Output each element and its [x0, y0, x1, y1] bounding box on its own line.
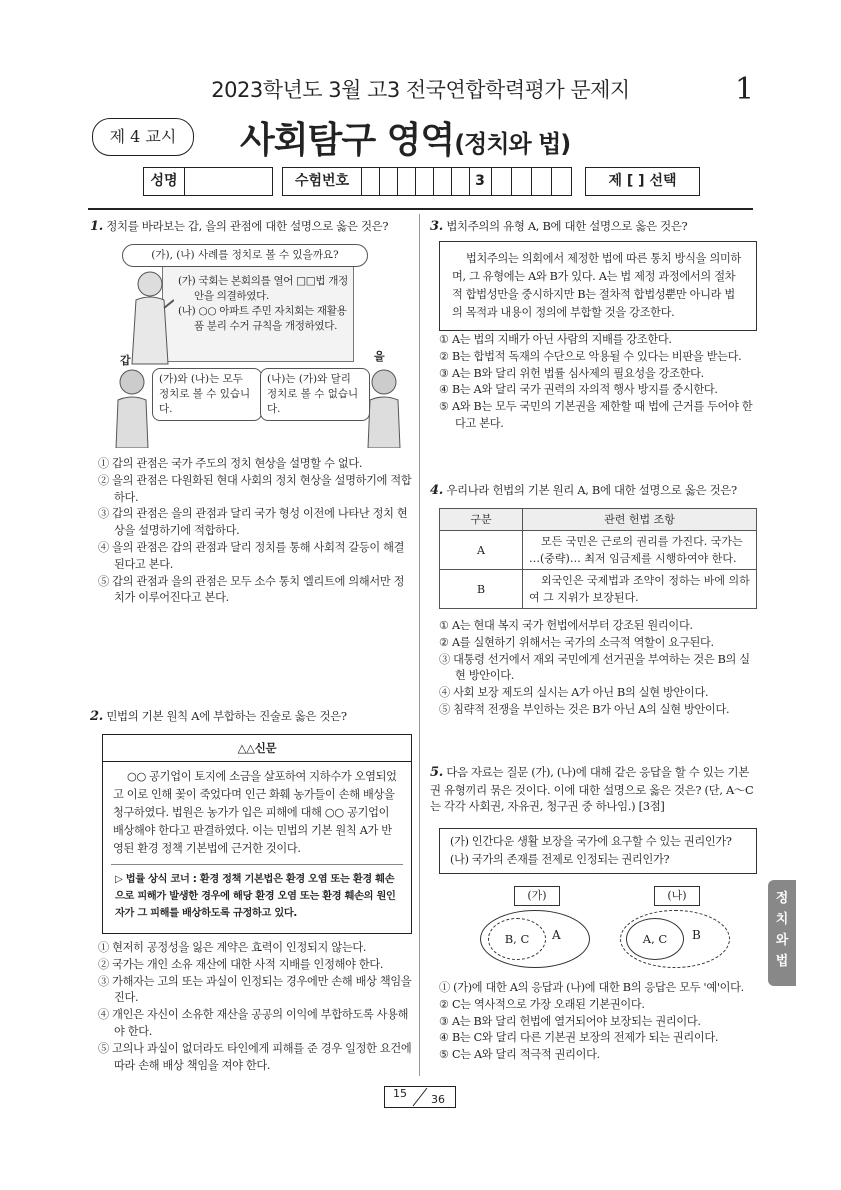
exam-number-label: 수험번호 [283, 168, 362, 195]
name-field[interactable] [143, 167, 273, 196]
subject-sub: (정치와 법) [454, 130, 571, 158]
teacher-bubble: (가), (나) 사례를 정치로 볼 수 있을까요? [122, 244, 368, 267]
page-total: 36 [431, 1093, 445, 1106]
table-row [440, 570, 757, 609]
page-current: 15 [393, 1087, 407, 1100]
q1-stem [90, 218, 410, 236]
name-label: 성명 [144, 168, 185, 195]
teacher-figure [126, 264, 174, 374]
q2-stem-text: 민법의 기본 원칙 A에 부합하는 진술로 옳은 것은? [106, 709, 347, 723]
q4-row-a-text: 모든 국민은 근로의 권리를 가진다. 국가는 …(중략)… 최저 임금제를 시행하여야 한다. [523, 531, 757, 570]
diagram-a-inner-ellipse: B, C [488, 918, 546, 960]
board-case-b: (나) ○○ 아파트 주민 자치회는 재활용품 분리 수거 규칙을 개정하였다. [178, 305, 347, 332]
q4-number: 4. [430, 483, 443, 498]
q5-options [439, 980, 759, 1064]
q4-row-a-label: A [440, 531, 523, 570]
q5-question-box [439, 828, 757, 874]
q3-option-2[interactable]: ② B는 합법적 독재의 수단으로 악용될 수 있다는 비판을 받는다. [439, 349, 742, 363]
subject-main: 사회탐구 영역 [240, 120, 455, 161]
q5-question-a: (가) 인간다운 생활 보장을 국가에 요구할 수 있는 권리인가? [450, 835, 732, 848]
q5-option-2[interactable]: ② C는 역사적으로 가장 오래된 기본권이다. [439, 997, 645, 1011]
q4-option-1[interactable]: ① A는 현대 복지 국가 헌법에서부터 강조된 원리이다. [439, 619, 693, 632]
q5-number: 5. [430, 765, 443, 780]
student-b-figure [364, 360, 404, 448]
q3-number: 3. [430, 219, 443, 234]
diagram-a-outer-item: A [552, 928, 561, 942]
q3-option-5[interactable]: ⑤ A와 B는 모두 국민의 기본권을 제한할 때 법에 근거를 두어야 한다고 본다. [439, 400, 753, 430]
q1-number: 1. [90, 219, 103, 234]
q5-question-b: (나) 국가의 존재를 전제로 인정되는 권리인가? [450, 853, 670, 866]
period-badge: 제 4 교시 [92, 118, 194, 156]
student-a-bubble: (가)와 (나)는 모두 정치로 볼 수 있습니다. [152, 368, 262, 421]
q2-stem [90, 708, 410, 726]
board-text [178, 274, 350, 334]
q1-option-1[interactable]: ① 갑의 관점은 국가 주도의 정치 현상을 설명할 수 없다. [98, 457, 363, 470]
subject-title [240, 112, 570, 163]
q2-option-2[interactable]: ② 국가는 개인 소유 재산에 대한 사적 지배를 인정해야 한다. [98, 957, 384, 971]
q2-options [98, 940, 412, 1074]
exam-number-digit: 3 [469, 168, 492, 195]
diagram-b-label: (나) [654, 886, 700, 906]
q4-option-3[interactable]: ③ 대통령 선거에서 재외 국민에게 선거권을 부여하는 것은 B의 실현 방안이다. [439, 652, 750, 683]
q4-header-article: 관련 헌법 조항 [523, 509, 757, 531]
q1-options [98, 456, 412, 607]
table-row [440, 531, 757, 570]
exam-title: 2023학년도 3월 고3 전국연합학력평가 문제지 [211, 78, 630, 102]
q5-option-5[interactable]: ⑤ C는 A와 달리 적극적 권리이다. [439, 1048, 600, 1062]
q4-row-b-text: 외국인은 국제법과 조약이 정하는 바에 의하여 그 지위가 보장된다. [523, 570, 757, 609]
student-b-label: 을 [374, 350, 385, 363]
diagram-b-inner-ellipse: A, C [626, 918, 684, 960]
q5-stem-text: 다음 자료는 질문 (가), (나)에 대해 같은 응답을 할 수 있는 기본권 유형끼리 묶은 것이다. 이에 대한 설명으로 옳은 것은? (단, A～C는 각각 사회권, 자유권, 청구권 중 하나임.) [3점] [430, 765, 754, 813]
q2-option-1[interactable]: ① 현저히 공정성을 잃은 계약은 효력이 인정되지 않는다. [98, 941, 367, 954]
q3-stem [430, 218, 760, 236]
choice-field[interactable] [585, 167, 700, 196]
q2-option-4[interactable]: ④ 개인은 자신이 소유한 재산을 공공의 이익에 부합하도록 사용해야 한다. [98, 1008, 409, 1038]
page-number: 1 [735, 72, 755, 107]
page-counter [384, 1086, 456, 1108]
q3-options [439, 332, 759, 433]
q5-diagram [480, 884, 730, 972]
diagram-b-outer-item: B [692, 928, 701, 942]
q4-option-5[interactable]: ⑤ 침략적 전쟁을 부인하는 것은 B가 아닌 A의 실현 방안이다. [439, 702, 730, 716]
q3-stem-text: 법치주의의 유형 A, B에 대한 설명으로 옳은 것은? [446, 219, 688, 233]
student-b-bubble: (나)는 (가)와 달리 정치로 볼 수 없습니다. [260, 368, 370, 421]
q4-table [439, 508, 757, 609]
student-a-figure [112, 360, 152, 448]
subject-side-tab [768, 880, 796, 986]
q4-table-header [440, 509, 757, 531]
news-note: ▷ 법률 상식 코너 : 환경 정책 기본법은 환경 오염 또는 환경 훼손으로 피해가 발생한 경우에 해당 환경 오염 또는 환경 훼손의 원인자가 그 피해를 배상하도록 규정하고 있다. [111, 864, 403, 922]
q2-news-box [102, 734, 412, 934]
q4-option-4[interactable]: ④ 사회 보장 제도의 실시는 A가 아닌 B의 실현 방안이다. [439, 686, 709, 700]
news-title: △△신문 [103, 735, 411, 762]
q1-option-2[interactable]: ② 을의 관점은 다원화된 현대 사회의 정치 현상을 설명하기에 적합하다. [98, 473, 412, 504]
choice-label: 제 [ ] 선택 [608, 173, 677, 189]
column-divider [419, 214, 420, 1076]
q1-stem-text: 정치를 바라보는 갑, 을의 관점에 대한 설명으로 옳은 것은? [106, 219, 389, 233]
exam-number-field[interactable] [282, 167, 572, 196]
student-a-label: 갑 [120, 354, 131, 367]
q4-row-b-label: B [440, 570, 523, 609]
q4-header-category: 구분 [440, 509, 523, 531]
q4-options [439, 618, 759, 719]
q3-option-1[interactable]: ① A는 법의 지배가 아닌 사람의 지배를 강조한다. [439, 333, 672, 346]
q2-number: 2. [90, 709, 103, 724]
q4-stem [430, 482, 760, 500]
q4-stem-text: 우리나라 헌법의 기본 원리 A, B에 대한 설명으로 옳은 것은? [446, 483, 737, 497]
q3-box: 법치주의는 의회에서 제정한 법에 따른 통치 방식을 의미하며, 그 유형에는 A와 B가 있다. A는 법 제정 과정에서의 절차적 합법성만을 중시하지만 B는 절차적 합법성뿐만 아니라 법의 목적과 내용이 정의에 부합할 것을 강조한다. [439, 241, 757, 331]
diagram-a-label: (가) [514, 886, 560, 906]
q1-option-4[interactable]: ④ 을의 관점은 갑의 관점과 달리 정치를 통해 사회적 갈등이 해결된다고 본다. [98, 540, 405, 571]
q5-option-4[interactable]: ④ B는 C와 달리 다른 기본권 보장의 전제가 되는 권리이다. [439, 1031, 719, 1045]
header-divider [88, 208, 753, 210]
q1-option-3[interactable]: ③ 갑의 관점은 을의 관점과 달리 국가 형성 이전에 나타난 정치 현상을 설명하기에 적합하다. [98, 507, 408, 538]
q1-illustration [112, 240, 412, 448]
q3-option-3[interactable]: ③ A는 B와 달리 위헌 법률 심사제의 필요성을 강조한다. [439, 366, 704, 380]
q3-option-4[interactable]: ④ B는 A와 달리 국가 권력의 자의적 행사 방지를 중시한다. [439, 383, 718, 397]
q5-option-1[interactable]: ① (가)에 대한 A의 응답과 (나)에 대한 B의 응답은 모두 '예'이다. [439, 981, 744, 994]
news-body: ○○ 공기업이 토지에 소금을 살포하여 지하수가 오염되었고 이로 인해 꽃이 죽었다며 인근 화훼 농가들이 손해 배상을 청구하였다. 법원은 농가가 입은 피해에 대해 ○○ 공기업이 배상해야 한다고 판결하였다. 이는 민법의 기본 원칙 A가 반영된 환경 정책 기본법에 근거한 것이다. [113, 770, 397, 855]
q4-option-2[interactable]: ② A를 실현하기 위해서는 국가의 소극적 역할이 요구된다. [439, 635, 714, 649]
q1-option-5[interactable]: ⑤ 갑의 관점과 을의 관점은 모두 소수 통치 엘리트에 의해서만 정치가 이루어진다고 본다. [98, 574, 405, 605]
q2-option-5[interactable]: ⑤ 고의나 과실이 없더라도 타인에게 피해를 준 경우 일정한 요건에 따라 손해 배상 책임을 져야 한다. [98, 1041, 412, 1072]
side-tab-label: 정치와법 [775, 891, 789, 969]
q2-option-3[interactable]: ③ 가해자는 고의 또는 과실이 인정되는 경우에만 손해 배상 책임을 진다. [98, 974, 412, 1005]
board-case-a: (가) 국회는 본회의를 열어 □□법 개정안을 의결하였다. [178, 275, 348, 302]
q5-option-3[interactable]: ③ A는 B와 달리 헌법에 열거되어야 보장되는 권리이다. [439, 1014, 701, 1028]
q5-stem [430, 764, 758, 815]
